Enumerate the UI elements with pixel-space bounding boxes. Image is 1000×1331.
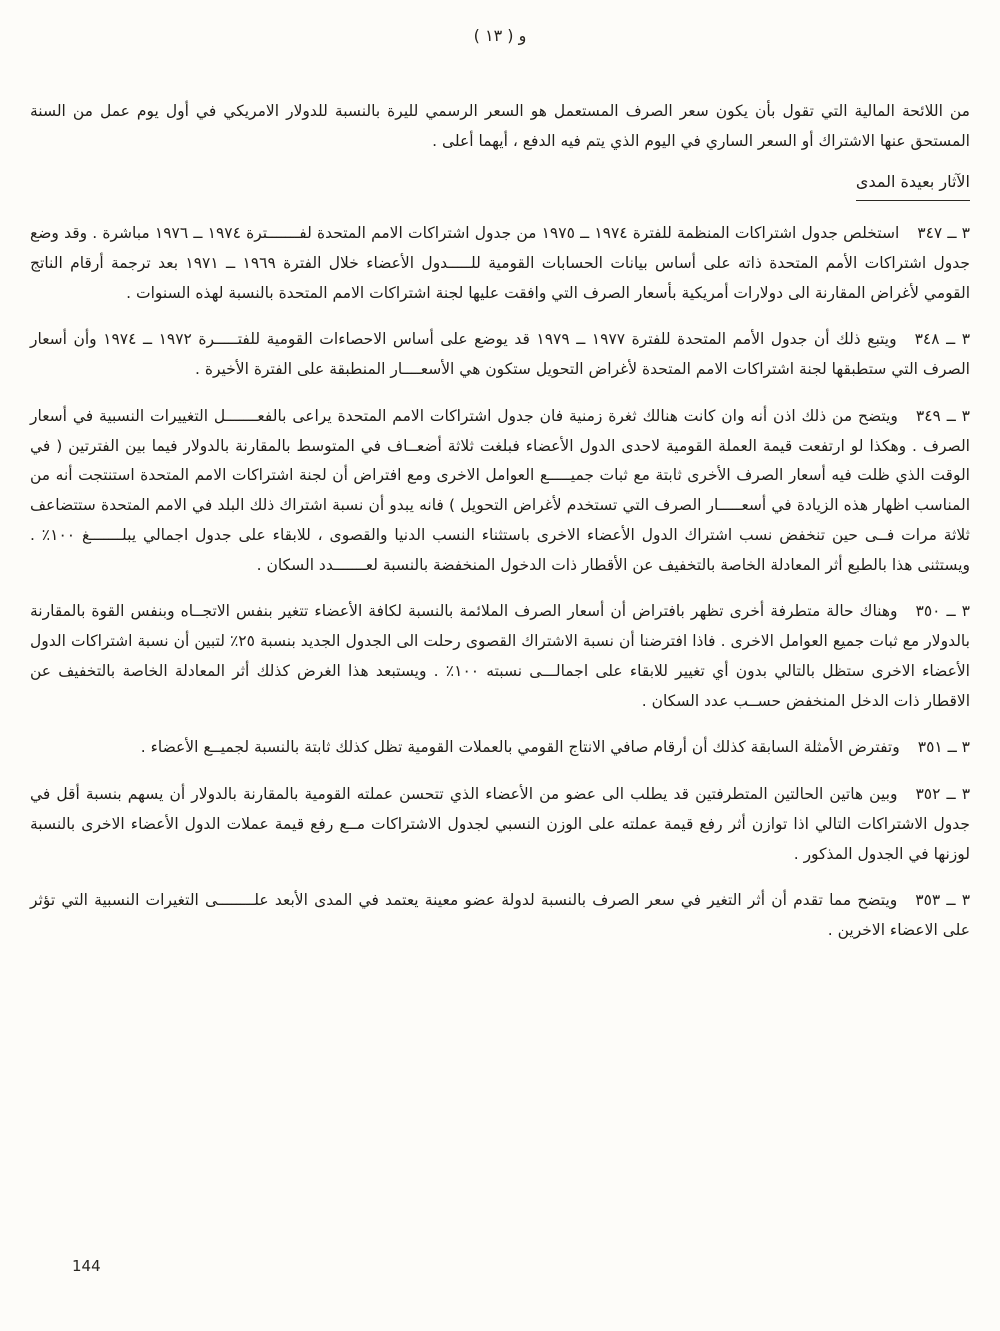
paragraph-347 — [30, 219, 970, 308]
intro-paragraph: من اللائحة المالية التي تقول بأن يكون سعر الصرف المستعمل هو السعر الرسمي لليرة بالنسبة للدولار الامريكي في أول يوم عمل من السنة المستحق عنها الاشتراك أو السعر الساري في اليوم الذي يتم فيه الدفع ، أيهما أعلى . — [30, 102, 970, 150]
section-title: الآثار بعيدة المدى — [856, 167, 970, 202]
paragraph-353 — [30, 886, 970, 946]
paragraph-number: ٣ ــ ٣٤٩ — [915, 406, 970, 425]
paragraph-348 — [30, 325, 970, 385]
paragraph-text: وهناك حالة متطرفة أخرى تظهر بافتراض أن أسعار الصرف الملائمة بالنسبة لكافة الأعضاء تتغير بنفس الاتجــاه وبنفس القوة بالمقارنة بالدولار مع ثبات جميع العوامل الاخرى . فاذا افترضنا أن نسبة الاشتراك القصوى رحلت الى الجدول الجديد بنسبة ٢٥٪ لتبين أن نسبة اشتراكات الدول الأعضاء الاخرى ستظل بالتالي بدون أي تغيير للابقاء على اجمالـــى نسبته ١٠٠٪ . ويستبعد هذا الغرض كذلك أثر المعادلة الخاصة بالتخفيف عن الاقطار ذات الدخل المنخفض حســب عدد السكان . — [30, 602, 970, 710]
page-number: 144 — [72, 1257, 101, 1275]
paragraph-number: ٣ ــ ٣٤٨ — [914, 330, 971, 349]
paragraph-351 — [30, 733, 970, 763]
paragraph-text: استخلص جدول اشتراكات المنظمة للفترة ١٩٧٤ ــ ١٩٧٥ من جدول اشتراكات الامم المتحدة لفـــــــترة ١٩٧٤ ــ ١٩٧٦ مباشرة . وقد وضع جدول اشتراكات الأمم المتحدة ذاته على أساس بيانات الحسابات القومية للـــــدول الأعضاء خلال الفترة ١٩٦٩ ــ ١٩٧١ بعد ترجمة أرقام الناتج القومي لأغراض المقارنة الى دولارات أمريكية بأسعار الصرف التي وافقت عليها لجنة اشتراكات الامم المتحدة بالنسبة لهذه السنوات . — [30, 224, 970, 302]
section-heading-row — [30, 167, 970, 202]
document-body — [30, 97, 970, 946]
paragraph-text: ويتضح من ذلك اذن أنه وان كانت هنالك ثغرة زمنية فان جدول اشتراكات الامم المتحدة يراعى بالفعـــــــل التغييرات النسبية في أسعار الصرف . وهكذا لو ارتفعت قيمة العملة القومية لاحدى الدول الأعضاء فبلغت ثلاثة أضعــاف في المتوسط بالمقارنة بالدولار فيما بين الفترتين ( في الوقت الذي ظلت فيه أسعار الصرف الأخرى ثابتة مع ثبات جميـــــع العوامل الاخرى ومع افتراض أن لجنة اشتراكات الامم المتحدة استنتجت أنه من المناسب اظهار هذه الزيادة في أسعـــــار الصرف التي تستخدم لأغراض التحويل ) فانه يبدو أن نسبة اشتراك ذلك البلد في الامم المتحدة ستتضاعف ثلاثة مرات فــى حين تنخفض نسب اشتراك الدول الأعضاء الاخرى باستثناء النسب الدنيا والقصوى ، للابقاء على جدول اجمالي يبلـــــــغ ١٠٠٪ . ويستثنى هذا بالطبع أثر المعادلة الخاصة بالتخفيف عن الأقطار ذات الدخول المنخفضة بالنسبة لعـــــــدد السكان . — [30, 406, 970, 574]
paragraph-350 — [30, 597, 970, 716]
paragraph-text: وبين هاتين الحالتين المتطرفتين قد يطلب الى عضو من الأعضاء الذي تتحسن عملته القومية بالمقارنة بالدولار أن يسهم بنسبة أقل في جدول الاشتراكات التالي اذا توازن أثر رفع قيمة عملته على الوزن النسبي لجدول الاشتراكات مــع رفع قيمة عملات الدول الأعضاء الاخرى بالنسبة لوزنها في الجدول المذكور . — [30, 785, 970, 863]
paragraph-number: ٣ ــ ٣٥٣ — [915, 891, 971, 910]
paragraph-number: ٣ ــ ٣٤٧ — [917, 224, 970, 243]
paragraph-text: ويتبع ذلك أن جدول الأمم المتحدة للفترة ١٩٧٧ ــ ١٩٧٩ قد يوضع على أساس الاحصاءات القومية للفتـــــرة ١٩٧٢ ــ ١٩٧٤ وأن أسعار الصرف التي ستطبقها لجنة اشتراكات الامم المتحدة لأغراض التحويل ستكون هي الأسعــــار المنطبقة على الفترة الأخيرة . — [30, 330, 970, 379]
paragraph-text: وتفترض الأمثلة السابقة كذلك أن أرقام صافي الانتاج القومي بالعملات القومية تظل كذلك ثابتة بالنسبة لجميــع الأعضاء . — [140, 738, 900, 757]
page-header-mark: و ( ١٣ ) — [473, 26, 527, 45]
paragraph-349 — [30, 402, 970, 581]
paragraph-number: ٣ ــ ٣٥٠ — [915, 602, 970, 621]
paragraph-number: ٣ ــ ٣٥١ — [917, 738, 970, 757]
paragraph-number: ٣ ــ ٣٥٢ — [915, 785, 971, 804]
paragraph-text: ويتضح مما تقدم أن أثر التغير في سعر الصرف بالنسبة لدولة عضو معينة يعتمد في المدى الأبعد علــــــــى التغيرات النسبية التي تؤثر على الاعضاء الاخرين . — [30, 891, 970, 940]
paragraph-352 — [30, 780, 970, 869]
